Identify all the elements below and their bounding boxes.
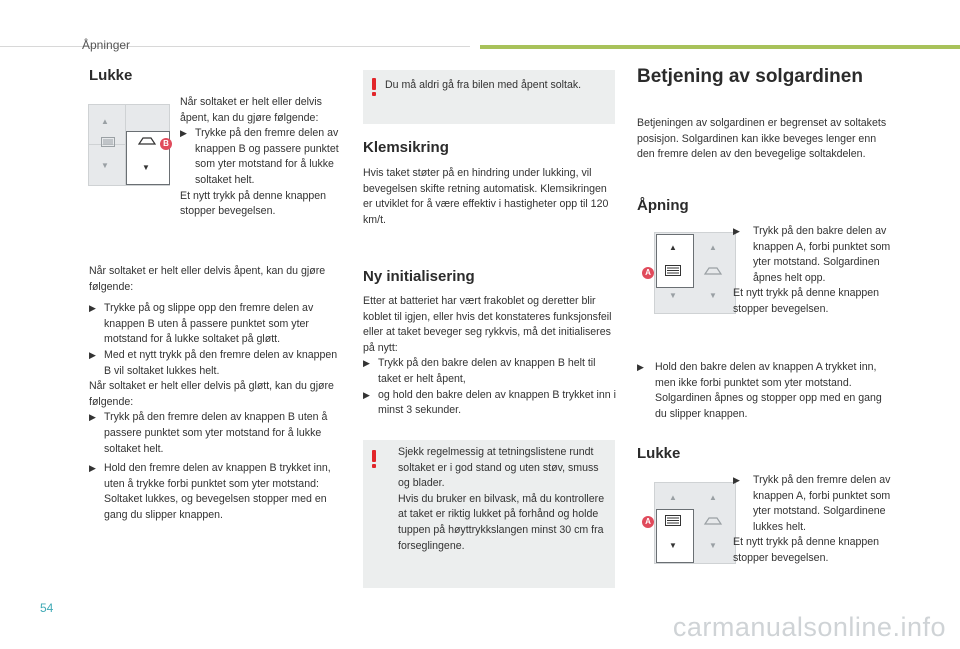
arrow-up-icon: ▲ [709,243,717,252]
sunblind-icon [665,265,681,278]
apning-bullet: ▶ Trykk på den bakre delen av knappen A, forbi punktet som yter motstand. Solgardinen åpnes helt opp. [733,224,893,286]
watermark: carmanualsonline.info [672,612,946,642]
arrow-up-icon: ▲ [101,117,109,126]
init-bullet-2: ▶ og hold den bakre delen av knappen B trykket inn i minst 3 sekunder. [363,388,617,419]
callout-a-open: A [642,267,654,279]
bullet-icon: ▶ [89,463,96,474]
section-accent-bar [480,45,960,49]
lukke-after: Et nytt trykk på denne knappen stopper bevegelsen. [180,189,327,218]
sunroof-icon [703,515,723,529]
arrow-down-icon: ▼ [669,541,677,550]
callout-b: B [160,138,172,150]
apning-side-text [733,224,893,318]
sunroof-icon [137,135,157,149]
initialisering-body [363,294,617,419]
arrow-down-icon: ▼ [101,161,109,170]
solgardin-heading: Betjening av solgardinen [637,66,863,87]
warning-box-2 [363,440,615,588]
arrow-up-icon: ▲ [709,493,717,502]
arrow-down-icon: ▼ [709,291,717,300]
warning-2-text: Sjekk regelmessig at tetningslistene rundt soltaket er i god stand og uten støv, smuss og blader. Hvis du bruker en bilvask, må du kontrollere at taket er riktig lukket på forhånd og holde tuppen på høyttrykkslangen minst 30 cm fra forseglingene. [398,446,605,552]
para-1: Når soltaket er helt eller delvis åpent, kan du gjøre følgende: [89,265,326,293]
initialisering-heading: Ny initialisering [363,268,475,285]
arrow-up-icon: ▲ [669,493,677,502]
para-2: Når soltaket er helt eller delvis på gløtt, kan du gjøre følgende: [89,380,334,408]
bullet-2: ▶ Med et nytt trykk på den fremre delen av knappen B vil soltaket lukkes helt. [89,348,344,379]
klemsikring-heading: Klemsikring [363,139,449,156]
arrow-up-icon: ▲ [669,243,677,252]
sunblind-icon [665,515,681,528]
bullet-icon: ▶ [363,389,370,400]
warning-box-1 [363,70,615,124]
lukke-2-side-text [733,473,893,567]
sunroof-icon [703,265,723,279]
klemsikring-text: Hvis taket støter på en hindring under lukking, vil bevegelsen skifte retning automatisk. Klemsikringen er utviklet for å være effektiv i hastigheter opp til 120 km/t. [363,167,609,226]
lukke-body [89,264,344,524]
warning-icon [370,450,378,468]
roof-control-panel-b [88,104,170,186]
init-bullet-1: ▶ Trykk på den bakre delen av knappen B helt til taket er helt åpent, [363,356,617,387]
bullet-icon: ▶ [733,475,740,485]
bullet-icon: ▶ [363,358,370,369]
apning-heading: Åpning [637,197,689,214]
sunblind-icon [101,137,115,149]
apning-bullet-2: ▶ Hold den bakre delen av knappen A trykket inn, men ikke forbi punktet som yter motstand. Solgardinen åpnes og stopper opp med en gang du slipper knappen. [637,360,889,422]
lukke-heading: Lukke [89,67,133,84]
bullet-icon: ▶ [180,128,187,139]
bullet-4: ▶ Hold den fremre delen av knappen B trykket inn, uten å trykke forbi punktet som yter motstand: Soltaket lukkes, og bevegelsen stopper med en gang du slipper knappen. [89,461,344,523]
roof-control-panel-a-open [654,232,736,314]
solgardin-intro: Betjeningen av solgardinen er begrenset av soltakets posisjon. Solgardinen kan ikke beveges lenger enn den fremre delen av den bevegelige soltakdelen. [637,117,887,161]
header-rule [0,46,470,47]
lukke-2-after: Et nytt trykk på denne knappen stopper bevegelsen. [733,536,880,564]
bullet-icon: ▶ [89,303,96,314]
apning-after: Et nytt trykk på denne knappen stopper bevegelsen. [733,287,880,315]
bullet-icon: ▶ [733,226,740,236]
warning-icon [370,78,378,96]
bullet-3: ▶ Trykk på den fremre delen av knappen B uten å passere punktet som yter motstand for å lukke soltaket helt. [89,410,344,457]
lukke-2-bullet: ▶ Trykk på den fremre delen av knappen A, forbi punktet som yter motstand. Solgardinene lukkes helt. [733,473,893,535]
arrow-down-icon: ▼ [669,291,677,300]
callout-a-close: A [642,516,654,528]
arrow-down-icon: ▼ [142,163,150,172]
roof-control-panel-a-close [654,482,736,564]
initialisering-text: Etter at batteriet har vært frakoblet og deretter blir koblet til igjen, eller hvis det konstateres funksjonsfeil eller at taket beveger seg rykkvis, må det initialiseres på nytt: [363,295,612,354]
lukke-heading-2: Lukke [637,445,681,462]
warning-1-text: Du må aldri gå fra bilen med åpent soltak. [385,79,582,91]
section-title: Åpninger [82,38,131,52]
arrow-down-icon: ▼ [709,541,717,550]
lukke-side-text [180,95,340,220]
bullet-icon: ▶ [637,362,644,372]
lukke-bullet: ▶ Trykke på den fremre delen av knappen B og passere punktet som yter motstand for å lukke soltaket helt. [180,126,340,188]
lukke-intro: Når soltaket er helt eller delvis åpent, kan du gjøre følgende: [180,96,322,124]
bullet-1: ▶ Trykke på og slippe opp den fremre delen av knappen B uten å passere punktet som yter motstand for å lukke soltaket på gløtt. [89,301,344,348]
page-number: 54 [40,601,54,615]
bullet-icon: ▶ [89,412,96,423]
bullet-icon: ▶ [89,349,96,360]
